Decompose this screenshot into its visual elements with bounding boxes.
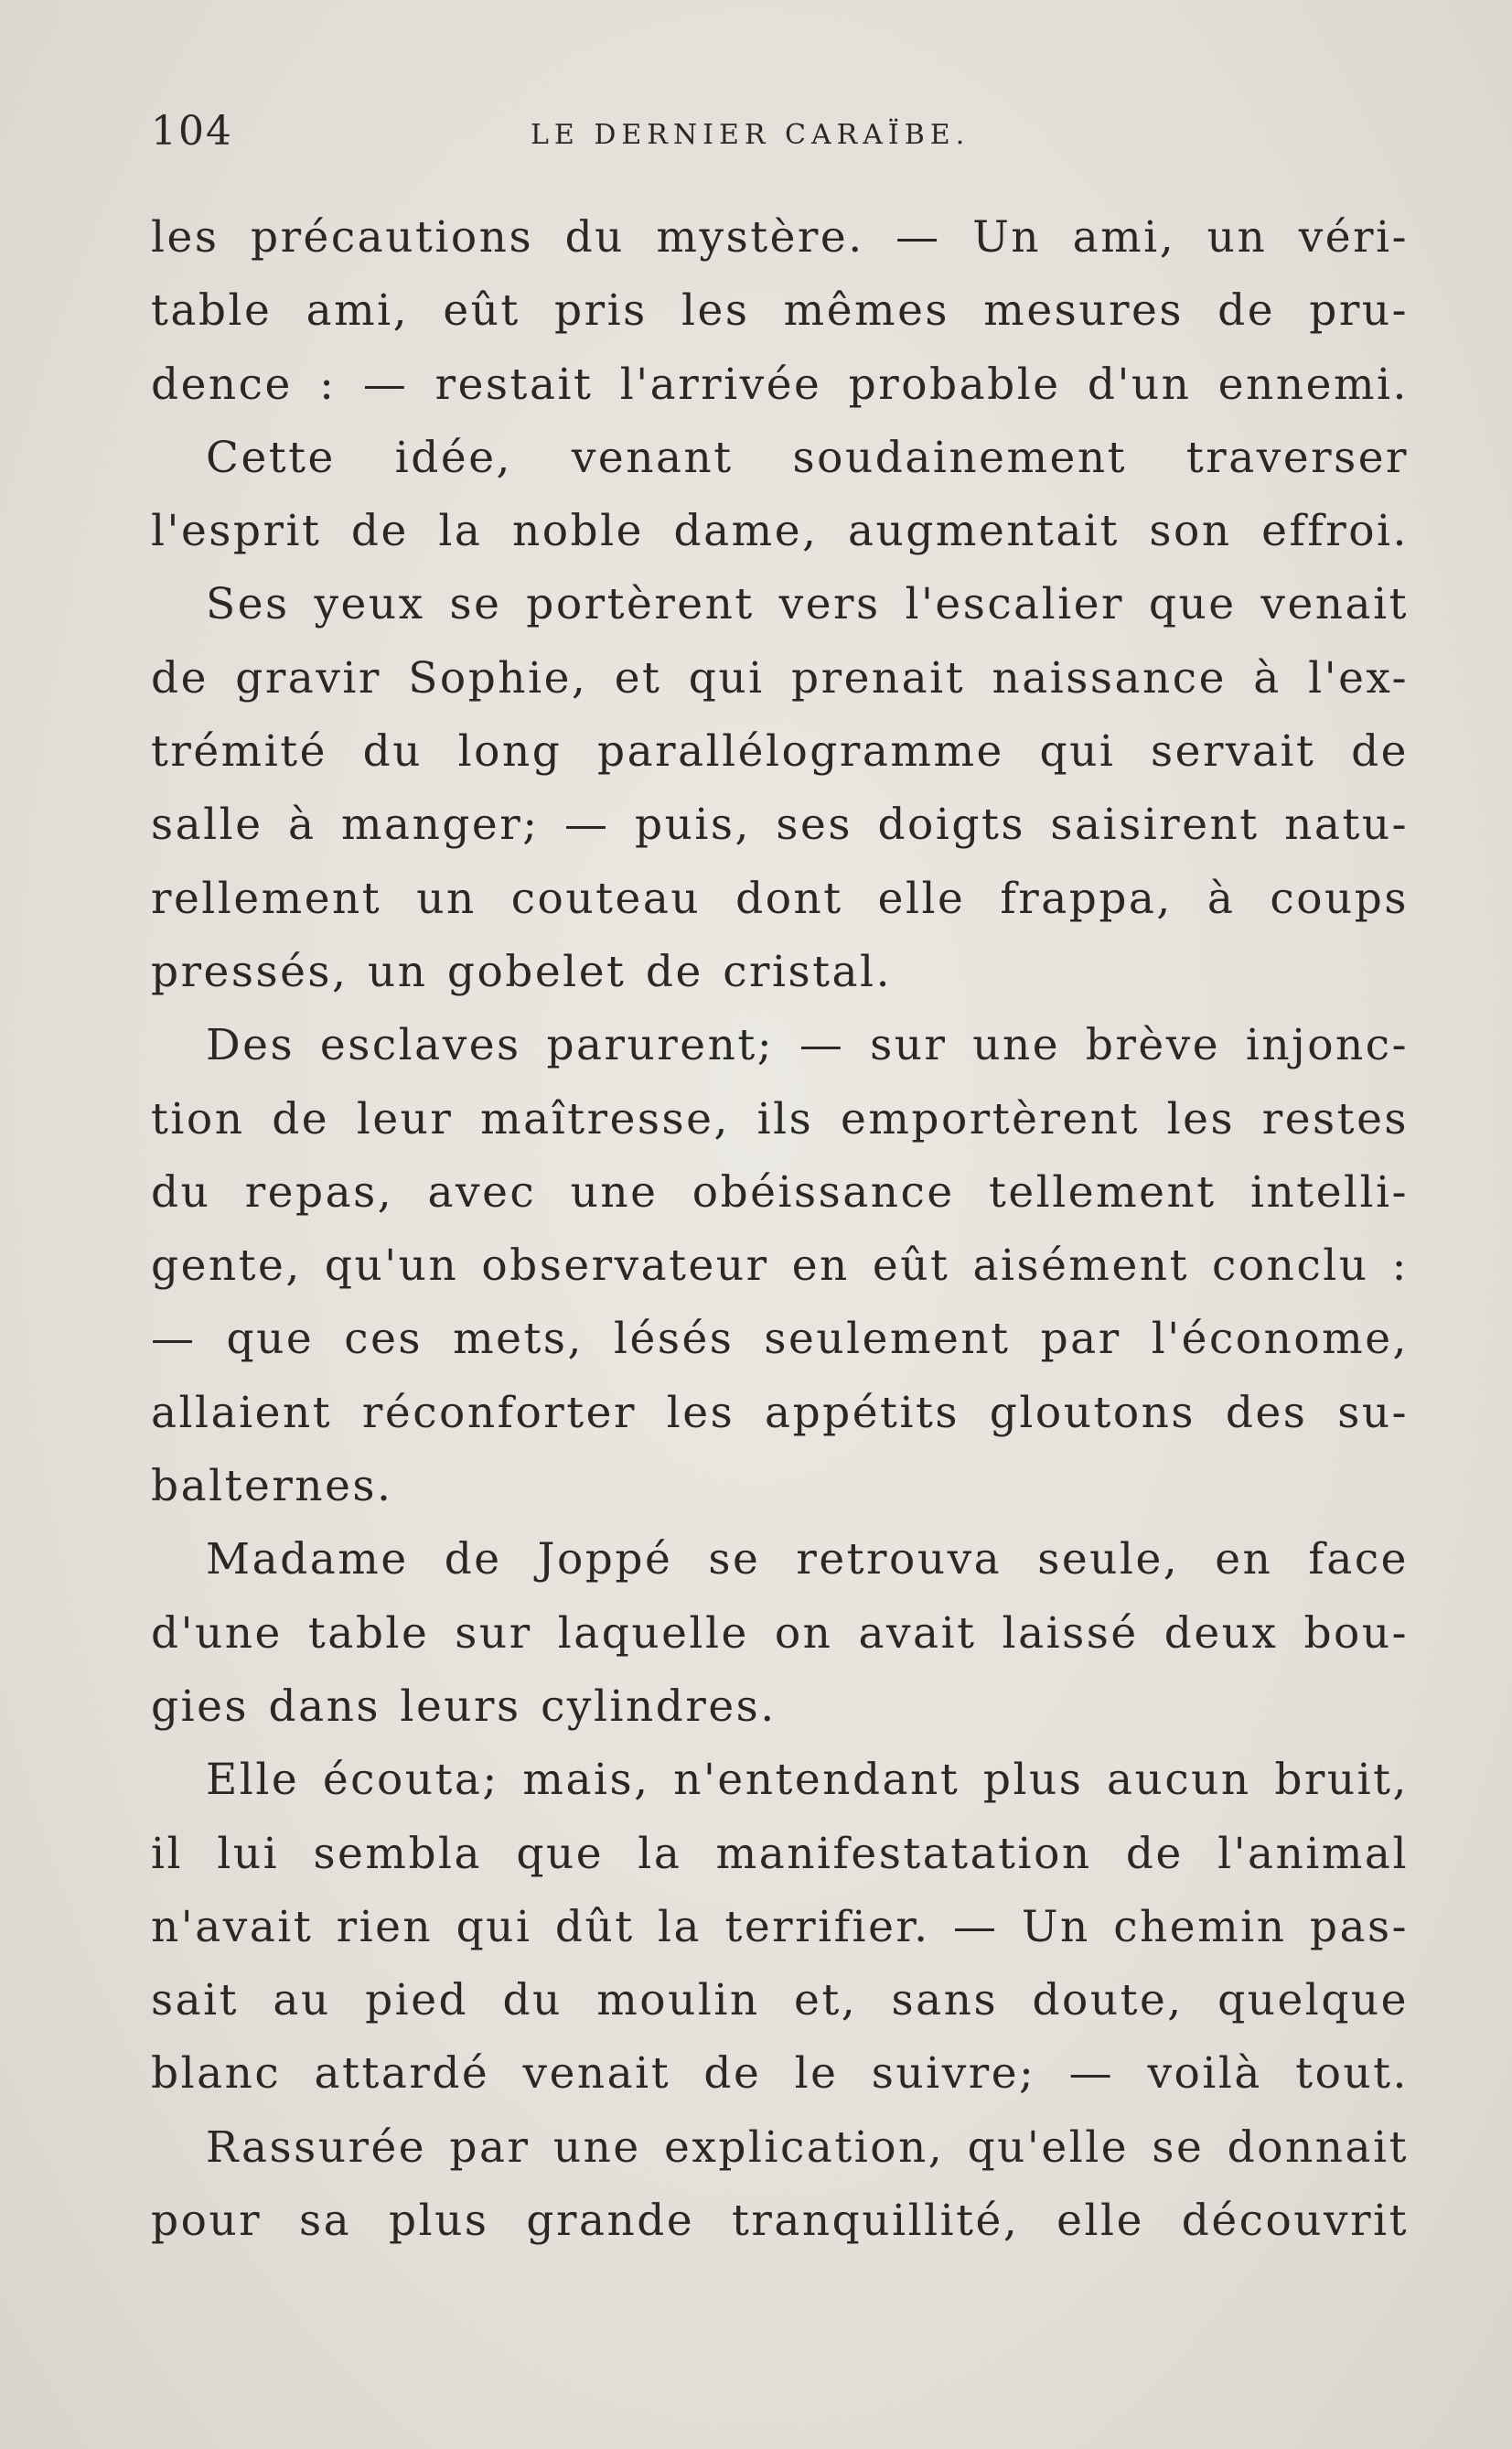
text-line: balternes. — [151, 1461, 393, 1512]
text-line: blanc attardé venait de le suivre; — voilà tout. — [151, 2048, 1409, 2100]
text-line: Rassurée par une explication, qu'elle se donnait — [206, 2121, 1409, 2173]
text-line: Des esclaves parurent; — sur une brève injonc- — [206, 1020, 1409, 1071]
text-line: il lui sembla que la manifestatation de l'animal — [151, 1828, 1409, 1879]
text-line: Cette idée, venant soudainement traverser — [206, 432, 1409, 483]
text-line: allaient réconforter les appétits gloutons des su- — [151, 1387, 1409, 1438]
text-line: du repas, avec une obéissance tellement intelli- — [151, 1166, 1409, 1218]
page-number: 104 — [151, 108, 233, 155]
text-body — [151, 201, 1409, 2258]
text-line: pour sa plus grande tranquillité, elle découvrit — [151, 2196, 1409, 2247]
text-line: rellement un couteau dont elle frappa, à coups — [151, 873, 1409, 924]
text-line: Madame de Joppé se retrouva seule, en face — [206, 1534, 1409, 1585]
text-line: l'esprit de la noble dame, augmentait son effroi. — [151, 506, 1409, 557]
text-line: — que ces mets, lésés seulement par l'économe, — [151, 1314, 1409, 1365]
text-line: pressés, un gobelet de cristal. — [151, 946, 893, 997]
text-line: de gravir Sophie, et qui prenait naissance à l'ex- — [151, 652, 1409, 704]
text-line: dence : — restait l'arrivée probable d'un ennemi. — [151, 359, 1409, 410]
running-head — [151, 108, 1409, 163]
text-line: salle à manger; — puis, ses doigts saisirent natu- — [151, 800, 1409, 851]
text-line: n'avait rien qui dût la terrifier. — Un chemin pas- — [151, 1901, 1409, 1952]
text-line: Ses yeux se portèrent vers l'escalier que venait — [206, 579, 1409, 630]
text-line: gente, qu'un observateur en eût aisément conclu : — [151, 1241, 1409, 1292]
text-line: sait au pied du moulin et, sans doute, quelque — [151, 1975, 1409, 2026]
text-line: Elle écouta; mais, n'entendant plus aucun bruit, — [206, 1755, 1409, 1806]
text-line: table ami, eût pris les mêmes mesures de pru- — [151, 285, 1409, 337]
text-line: les précautions du mystère. — Un ami, un véri- — [151, 212, 1409, 263]
text-line: gies dans leurs cylindres. — [151, 1681, 777, 1732]
text-line: tion de leur maîtresse, ils emportèrent les restes — [151, 1093, 1409, 1144]
running-title: LE DERNIER CARAÏBE. — [531, 119, 970, 151]
text-line: d'une table sur laquelle on avait laissé deux bou- — [151, 1607, 1409, 1659]
text-line: trémité du long parallélogramme qui servait de — [151, 726, 1409, 778]
